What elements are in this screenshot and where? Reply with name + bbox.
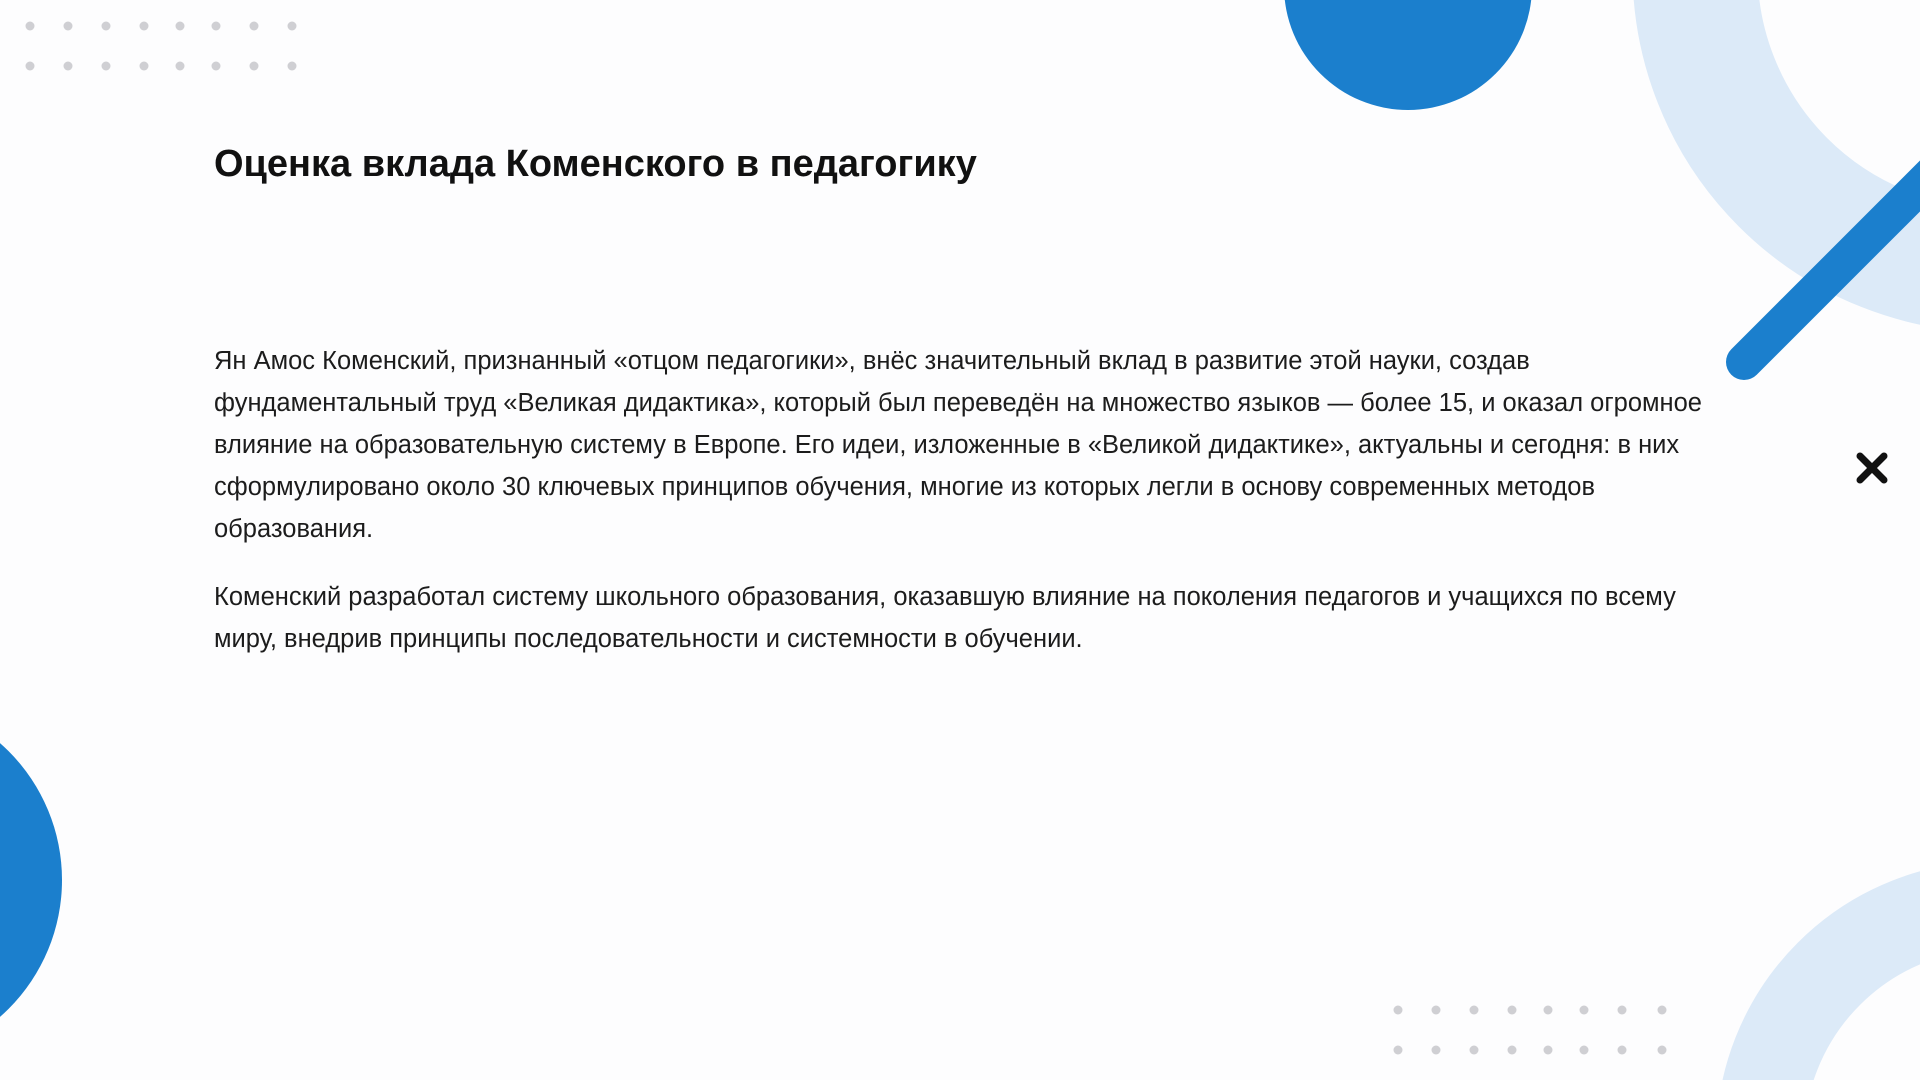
body-paragraph-1: Ян Амос Коменский, признанный «отцом педагогики», внёс значительный вклад в развитие этой науки, создав фундаментальный труд «Великая дидактика», который был переведён на множество языков — более 15, и оказал огромное влияние на образовательную систему в Европе. Его идеи, изложенные в «Великой дидактике», актуальны и сегодня: в них сформулировано около 30 ключевых принципов обучения, многие из которых легли в основу современных методов образования. [214, 347, 1702, 543]
body-paragraph-2: Коменский разработал систему школьного образования, оказавшую влияние на поколения педагогов и учащихся по всему миру, внедрив принципы последовательности и системности в обучении. [214, 583, 1676, 653]
top-blue-circle [1284, 0, 1532, 110]
bottom-right-light-ring [1760, 905, 1920, 1080]
dot-grid-top-left [26, 22, 297, 71]
left-blue-half-circle [0, 698, 62, 1062]
slide-title: Оценка вклада Коменского в педагогику [214, 143, 977, 185]
close-icon[interactable] [1852, 448, 1892, 488]
dot-grid-bottom-right [1394, 1006, 1667, 1055]
slide-body [214, 340, 1734, 686]
